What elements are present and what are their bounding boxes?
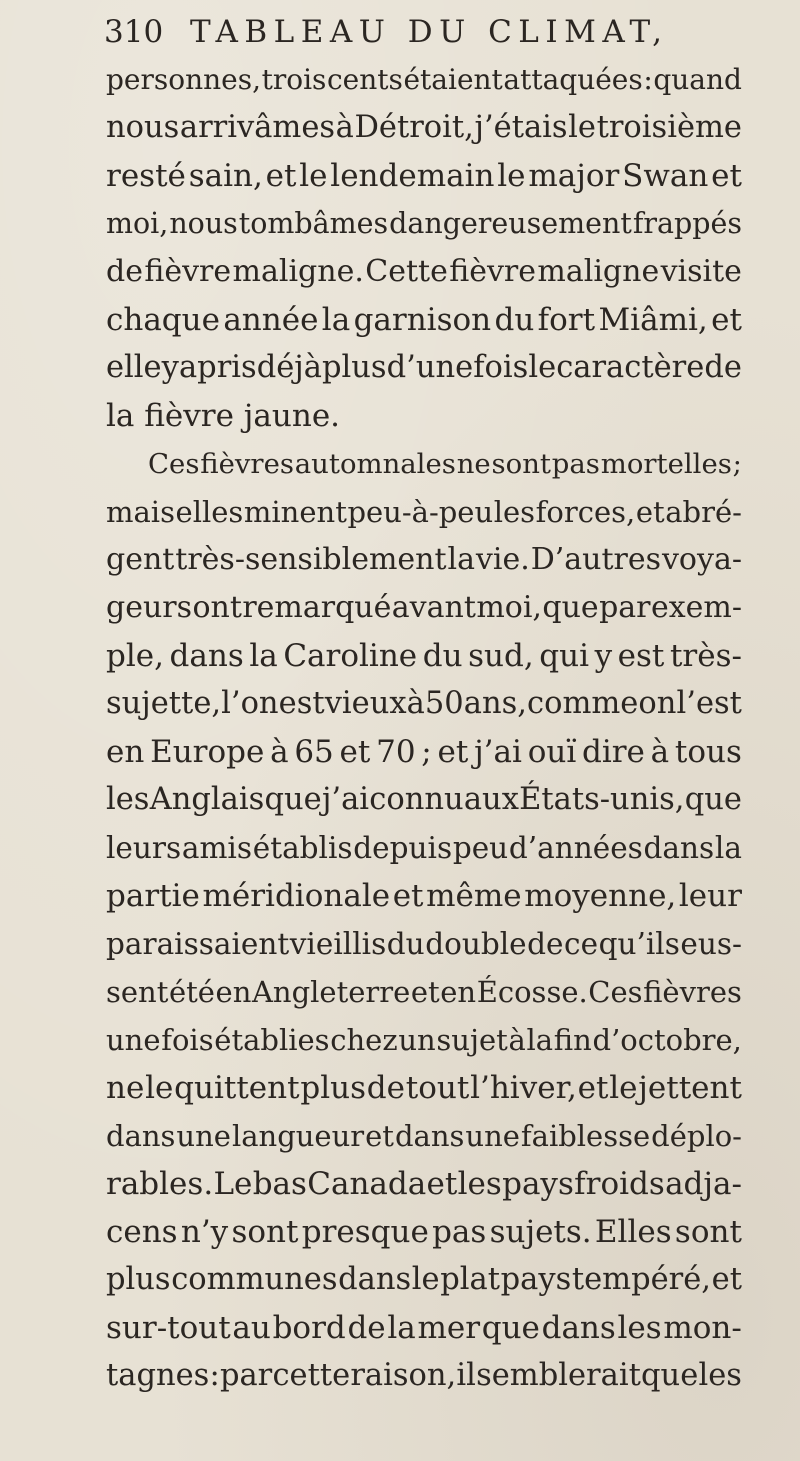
text-line-21: une fois établies chez un sujet à la fin d’octobre, <box>106 1023 742 1057</box>
text-line-19: paraissaient vieillis du double de ce qu’ils eus- <box>106 927 742 961</box>
text-line-11: gent très-sensiblement la vie. D’autres voya- <box>106 542 742 577</box>
text-line-8: la fièvre jaune. <box>106 398 341 434</box>
text-line-17: leurs amis établis depuis peu d’années dans la <box>106 831 742 865</box>
text-line-24: rables. Le bas Canada et les pays froids adja- <box>106 1166 742 1202</box>
running-head <box>104 12 669 52</box>
text-line-27: sur-tout au bord de la mer que dans les mon- <box>106 1310 742 1346</box>
text-line-13: ple, dans la Caroline du sud, qui y est très- <box>106 638 742 674</box>
text-line-2: nous arrivâmes à Détroit, j’étais le troisième <box>106 110 742 145</box>
text-line-3: resté sain, et le lendemain le major Swan et <box>106 158 742 194</box>
text-line-23: dans une langueur et dans une faiblesse déplo- <box>106 1119 742 1153</box>
page-number: 310 <box>104 14 164 50</box>
text-line-18: partie méridionale et même moyenne, leur <box>106 878 742 914</box>
text-line-9: Ces fièvres automnales ne sont pas mortelles ; <box>148 448 742 480</box>
text-line-6: chaque année la garnison du fort Miâmi, et <box>106 302 742 338</box>
text-line-22: ne le quittent plus de tout l’hiver, et le jettent <box>106 1070 742 1106</box>
text-line-20: sent été en Angleterre et en Écosse. Ces fièvres <box>106 975 742 1009</box>
text-line-5: de fièvre maligne. Cette fièvre maligne visite <box>106 254 742 289</box>
text-line-14: sujette, l’on est vieux à 50 ans, comme on l’est <box>106 686 742 721</box>
text-line-16: les Anglais que j’ai connu aux États-unis, que <box>106 782 742 817</box>
text-line-7: elle y a pris déjà plus d’une fois le caractère de <box>106 350 742 385</box>
text-line-1: personnes, trois cents étaient attaquées : quand <box>106 63 742 96</box>
text-line-10: mais elles minent peu-à-peu les forces, et abré- <box>106 495 742 529</box>
text-line-26: plus communes dans le plat pays tempéré, et <box>106 1262 742 1297</box>
text-line-4: moi, nous tombâmes dangereusement frappés <box>106 207 742 240</box>
text-line-28: tagnes : par cette raison, il semblerait que les <box>106 1358 742 1393</box>
text-line-12: geurs ont remarqué avant moi, que par exem- <box>106 590 742 625</box>
running-title: TABLEAU DU CLIMAT, <box>190 14 669 50</box>
text-line-25: cens n’y sont presque pas sujets. Elles sont <box>106 1214 742 1250</box>
text-line-15: en Europe à 65 et 70 ; et j’ai ouï dire à tous <box>106 734 742 770</box>
